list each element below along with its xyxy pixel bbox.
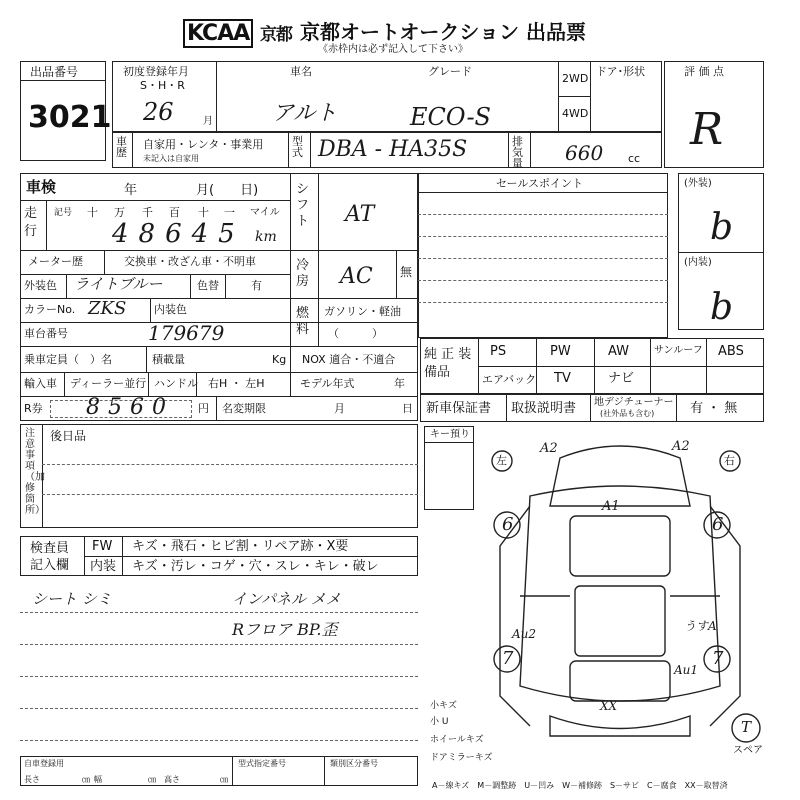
left-side-outline — [500, 506, 530, 726]
meter-history-label: メーター歴 — [28, 255, 83, 268]
diagram-left-label: 左 — [496, 454, 507, 467]
yen-label: 円 — [198, 402, 209, 415]
width-label: 幅 — [94, 775, 102, 784]
fuel-other: （ ） — [328, 327, 383, 340]
ac-label: 冷房 — [296, 258, 310, 289]
name-change-day: 日 — [402, 402, 413, 415]
tyre-rear-left-value: 7 — [502, 648, 514, 669]
equip-pw: PW — [550, 344, 571, 359]
sales-point-label: セールスポイント — [496, 177, 584, 190]
car-name: アルト — [272, 101, 338, 126]
key-tag-label: キー預り — [430, 429, 470, 440]
equip-tv: TV — [554, 371, 571, 386]
car-name-label: 車名 — [290, 65, 312, 78]
hood-panel — [570, 516, 670, 576]
damage-mark-a2-right: A2 — [672, 439, 690, 454]
int-color-label: 内装色 — [154, 303, 187, 316]
interior-label: (内装) — [684, 257, 712, 268]
type-designation-label: 型式指定番号 — [238, 759, 286, 768]
tyre-front-left-value: 6 — [502, 514, 514, 535]
rating-label: 評 価 点 — [684, 65, 724, 78]
legend-mirror-scratch: ドアミラーキズ — [430, 753, 493, 763]
drive-2wd: 2WD — [562, 72, 589, 85]
diagram-right-label: 右 — [724, 454, 735, 467]
grade-value: ECO-S — [410, 103, 491, 131]
spare-tyre-value: T — [741, 718, 752, 736]
inspector-label: 検査員 記入欄 — [30, 541, 70, 573]
damage-legend: A－線キズ M－調整跡 U－凹み W－補修跡 S－サビ C－腐食 XX－取替済 — [432, 781, 728, 790]
trunk-panel — [570, 661, 670, 701]
fuel-options: ガソリン・軽油 — [324, 305, 401, 318]
interior-inspect-label: 内装 — [90, 559, 117, 574]
door-label: ドア･形状 — [596, 65, 646, 78]
warranty-label: 新車保証書 — [426, 401, 492, 416]
load-label: 積載量 — [152, 353, 185, 366]
front-bumper-outline — [550, 446, 690, 506]
damage-mark-au2: Au2 — [512, 627, 537, 641]
fw-text: キズ・飛石・ヒビ割・リペア跡・X要 — [132, 539, 349, 554]
color-change-value: 有 — [251, 279, 262, 292]
height-unit: ㎝ — [220, 775, 228, 784]
kcaa-logo: KCAA 京都 — [183, 20, 292, 46]
shift-label: シフト — [296, 182, 310, 229]
equipment-label: 純 正 装備品 — [424, 347, 472, 380]
mileage-value: 48645 — [112, 219, 245, 249]
r-ticket-value: 8560 — [86, 395, 174, 420]
color-no-value: ZKS — [88, 298, 127, 319]
notes-label: 注意事項（加修箇所） — [25, 428, 45, 516]
digit-header-0: 記号 — [54, 208, 73, 218]
ext-color-label: 外装色 — [24, 279, 57, 292]
equip-airbag: エアバック — [482, 373, 537, 386]
grade-label: グレード — [428, 65, 472, 78]
displacement-unit: cc — [628, 152, 641, 165]
mileage-unit: km — [255, 229, 277, 245]
damage-mark-a1-hood: A1 — [602, 499, 620, 514]
model-year-unit: 年 — [394, 377, 405, 390]
legend-small-dent: 小 U — [430, 717, 449, 727]
equip-ps: PS — [490, 344, 507, 359]
r-ticket-label: R券 — [24, 402, 43, 415]
right-side-outline — [710, 506, 740, 726]
digital-tuner-note: (社外品も含む) — [600, 409, 655, 418]
history-options: 自家用・レンタ・事業用 — [143, 138, 264, 151]
capacity-label: 乗車定員（ ）名 — [24, 353, 112, 366]
lot-number: 3021 — [28, 100, 112, 135]
lot-label: 出品番号 — [30, 65, 79, 79]
shaken-label: 車検 — [26, 178, 57, 196]
damage-mark-a2-left: A2 — [540, 441, 558, 456]
length-unit: ㎝ — [82, 775, 90, 784]
digit-header-4: 百 — [169, 206, 180, 219]
damage-mark-au1: Au1 — [674, 663, 699, 677]
model-value: DBA - HA35S — [318, 137, 468, 162]
name-change-label: 名変期限 — [222, 402, 266, 415]
mileage-label: 走行 — [24, 206, 38, 239]
ext-color-value: ライトブルー — [74, 275, 163, 293]
handle-options: 右H ・ 左H — [208, 377, 265, 390]
exterior-label: (外装) — [684, 178, 712, 189]
digit-header-3: 千 — [142, 206, 153, 219]
digit-header-5: 十 — [198, 206, 209, 219]
shift-value: AT — [345, 202, 375, 227]
digit-header-2: 万 — [114, 206, 125, 219]
displacement-value: 660 — [565, 141, 604, 165]
legend-wheel-scratch: ホイールキズ — [430, 735, 484, 745]
car-damage-diagram — [470, 436, 770, 766]
drive-4wd: 4WD — [562, 107, 589, 120]
meter-options: 交換車・改ざん車・不明車 — [124, 255, 256, 268]
ac-none: 無 — [400, 265, 413, 279]
ac-value: AC — [340, 264, 373, 289]
color-no-label: カラーNo. — [24, 303, 76, 316]
tyre-rear-right-value: 7 — [712, 648, 724, 669]
sales-point-box — [418, 173, 668, 338]
exterior-value: b — [710, 207, 734, 248]
yes-no-options: 有 ・ 無 — [690, 401, 738, 416]
load-unit: Kg — [272, 353, 287, 366]
spare-label: スペア — [733, 745, 763, 756]
model-label: 型式 — [292, 135, 303, 159]
chassis-label: 車台番号 — [24, 327, 68, 340]
inspector-note-3: Rフロア BP.歪 — [232, 620, 338, 639]
rating-value: R — [690, 104, 724, 155]
inspector-note-2: インパネル メメ — [232, 590, 341, 608]
shaken-month-day: 月( 日) — [196, 183, 259, 198]
digit-header-1: 十 — [87, 206, 98, 219]
era-options: S・H・R — [140, 79, 185, 92]
rear-bumper-outline — [550, 716, 690, 736]
nox-options: NOX 適合・不適合 — [302, 353, 396, 366]
roof-panel — [575, 586, 665, 656]
digit-header-6: 一 — [224, 206, 235, 219]
reg-year-label: 初度登録年月 — [123, 65, 189, 78]
damage-mark-xx: XX — [600, 699, 618, 713]
digit-header-7: マイル — [250, 207, 280, 218]
damage-mark-usu-a: うすA — [684, 619, 717, 633]
import-label: 輸入車 — [24, 377, 57, 390]
subtitle: 《赤枠内は必ず記入して下さい》 — [318, 44, 468, 55]
model-year-label: モデル年式 — [300, 377, 355, 390]
name-change-month: 月 — [334, 402, 345, 415]
cert-label: 自車登録用 — [24, 759, 64, 768]
height-label: 高さ — [164, 775, 180, 784]
interior-inspect-text: キズ・汚レ・コゲ・穴・スレ・キレ・破レ — [132, 559, 379, 574]
equip-navi: ナビ — [608, 371, 635, 386]
postdate-label: 後日品 — [50, 429, 87, 443]
reg-year-value: 26 — [143, 98, 174, 126]
equip-sunroof: サンルーフ — [654, 345, 703, 356]
history-label: 車歴 — [116, 135, 127, 159]
digital-tuner-label: 地デジチューナー — [594, 397, 674, 408]
interior-value: b — [710, 287, 734, 328]
inspector-note-1: シート シミ — [32, 590, 112, 608]
chassis-value: 179679 — [148, 321, 225, 345]
equip-abs: ABS — [718, 344, 744, 359]
width-unit: ㎝ — [148, 775, 156, 784]
dealer-label: ディーラー並行 — [70, 377, 147, 390]
manual-label: 取扱説明書 — [511, 401, 577, 416]
page-title: 京都オートオークション 出品票 — [300, 20, 586, 44]
legend-small-scratch: 小キズ — [430, 701, 457, 711]
color-change-label: 色替 — [197, 279, 219, 292]
category-label: 類別区分番号 — [330, 759, 378, 768]
month-unit: 月 — [203, 116, 213, 127]
handle-label: ハンドル — [154, 377, 198, 390]
fw-label: FW — [92, 539, 113, 554]
tyre-front-right-value: 6 — [712, 514, 724, 535]
equip-aw: AW — [608, 344, 630, 359]
shaken-year: 年 — [124, 183, 138, 198]
fuel-label: 燃料 — [296, 306, 310, 337]
length-label: 長さ — [24, 775, 40, 784]
displacement-label: 排気量 — [512, 135, 523, 170]
history-note: 未記入は自家用 — [143, 154, 199, 163]
